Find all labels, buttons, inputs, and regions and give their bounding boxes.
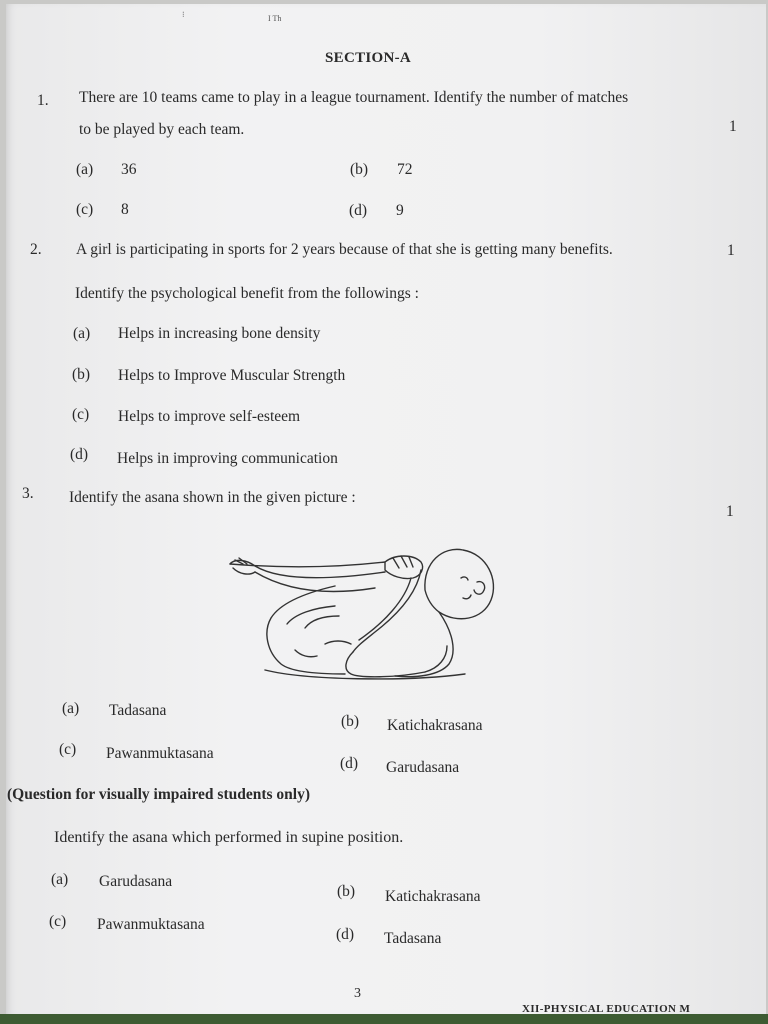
q2-option-d-text: Helps in improving communication — [117, 450, 338, 467]
q1-marks: 1 — [729, 118, 737, 135]
vi-option-a-label: (a) — [51, 871, 69, 888]
vi-option-a-text: Garudasana — [99, 873, 173, 890]
q3-number: 3. — [22, 485, 34, 502]
q1-option-b-text: 72 — [397, 161, 413, 178]
vi-option-c-text: Pawanmuktasana — [97, 916, 205, 933]
q3-option-d-text: Garudasana — [386, 759, 460, 776]
q2-text-line1: A girl is participating in sports for 2 years because of that she is getting many benefits. — [76, 241, 613, 258]
q3-option-a-label: (a) — [62, 700, 80, 717]
q3-option-b-text: Katichakrasana — [387, 717, 483, 734]
vi-option-b-text: Katichakrasana — [385, 888, 481, 905]
q3-option-b-label: (b) — [341, 713, 360, 730]
vi-option-d-label: (d) — [336, 926, 355, 943]
q2-option-b-label: (b) — [72, 366, 91, 383]
vi-option-b-label: (b) — [337, 883, 356, 900]
vi-option-d-text: Tadasana — [384, 930, 442, 947]
footer-subject: XII-PHYSICAL EDUCATION M — [522, 1003, 691, 1015]
q1-number: 1. — [37, 92, 49, 109]
vi-question-text: Identify the asana which performed in supine position. — [54, 829, 404, 846]
q3-marks: 1 — [726, 503, 734, 520]
q1-option-a-label: (a) — [76, 161, 94, 178]
q2-option-d-label: (d) — [70, 446, 89, 463]
q3-option-d-label: (d) — [340, 755, 359, 772]
visually-impaired-heading: (Question for visually impaired students only) — [7, 786, 311, 803]
exam-page — [6, 4, 766, 1016]
q2-option-b-text: Helps to Improve Muscular Strength — [118, 367, 346, 384]
table-surface — [0, 1014, 768, 1024]
q3-text: Identify the asana shown in the given picture : — [69, 489, 356, 506]
page-number: 3 — [354, 986, 361, 1001]
q1-option-b-label: (b) — [350, 161, 369, 178]
q3-option-c-label: (c) — [59, 741, 77, 758]
q1-option-c-text: 8 — [121, 201, 129, 218]
vi-option-c-label: (c) — [49, 913, 67, 930]
pawanmuktasana-illustration — [225, 540, 510, 685]
q3-option-c-text: Pawanmuktasana — [106, 745, 214, 762]
q1-option-a-text: 36 — [121, 161, 137, 178]
q2-marks: 1 — [727, 242, 735, 259]
q3-option-a-text: Tadasana — [109, 702, 167, 719]
q2-option-a-text: Helps in increasing bone density — [118, 325, 321, 342]
q1-text-line1: There are 10 teams came to play in a league tournament. Identify the number of matches — [79, 89, 629, 106]
q1-option-d-label: (d) — [349, 202, 368, 219]
q1-option-c-label: (c) — [76, 201, 94, 218]
q2-option-c-label: (c) — [72, 406, 90, 423]
q1-option-d-text: 9 — [396, 202, 404, 219]
cut-off-header-text: I Th — [268, 14, 282, 23]
section-title: SECTION-A — [325, 50, 412, 66]
margin-mark: ⁝ — [182, 10, 185, 19]
q1-text-line2: to be played by each team. — [79, 121, 245, 138]
q2-option-c-text: Helps to improve self-esteem — [118, 408, 301, 425]
q2-number: 2. — [30, 241, 42, 258]
q2-text-line2: Identify the psychological benefit from the followings : — [75, 285, 419, 302]
q2-option-a-label: (a) — [73, 325, 91, 342]
